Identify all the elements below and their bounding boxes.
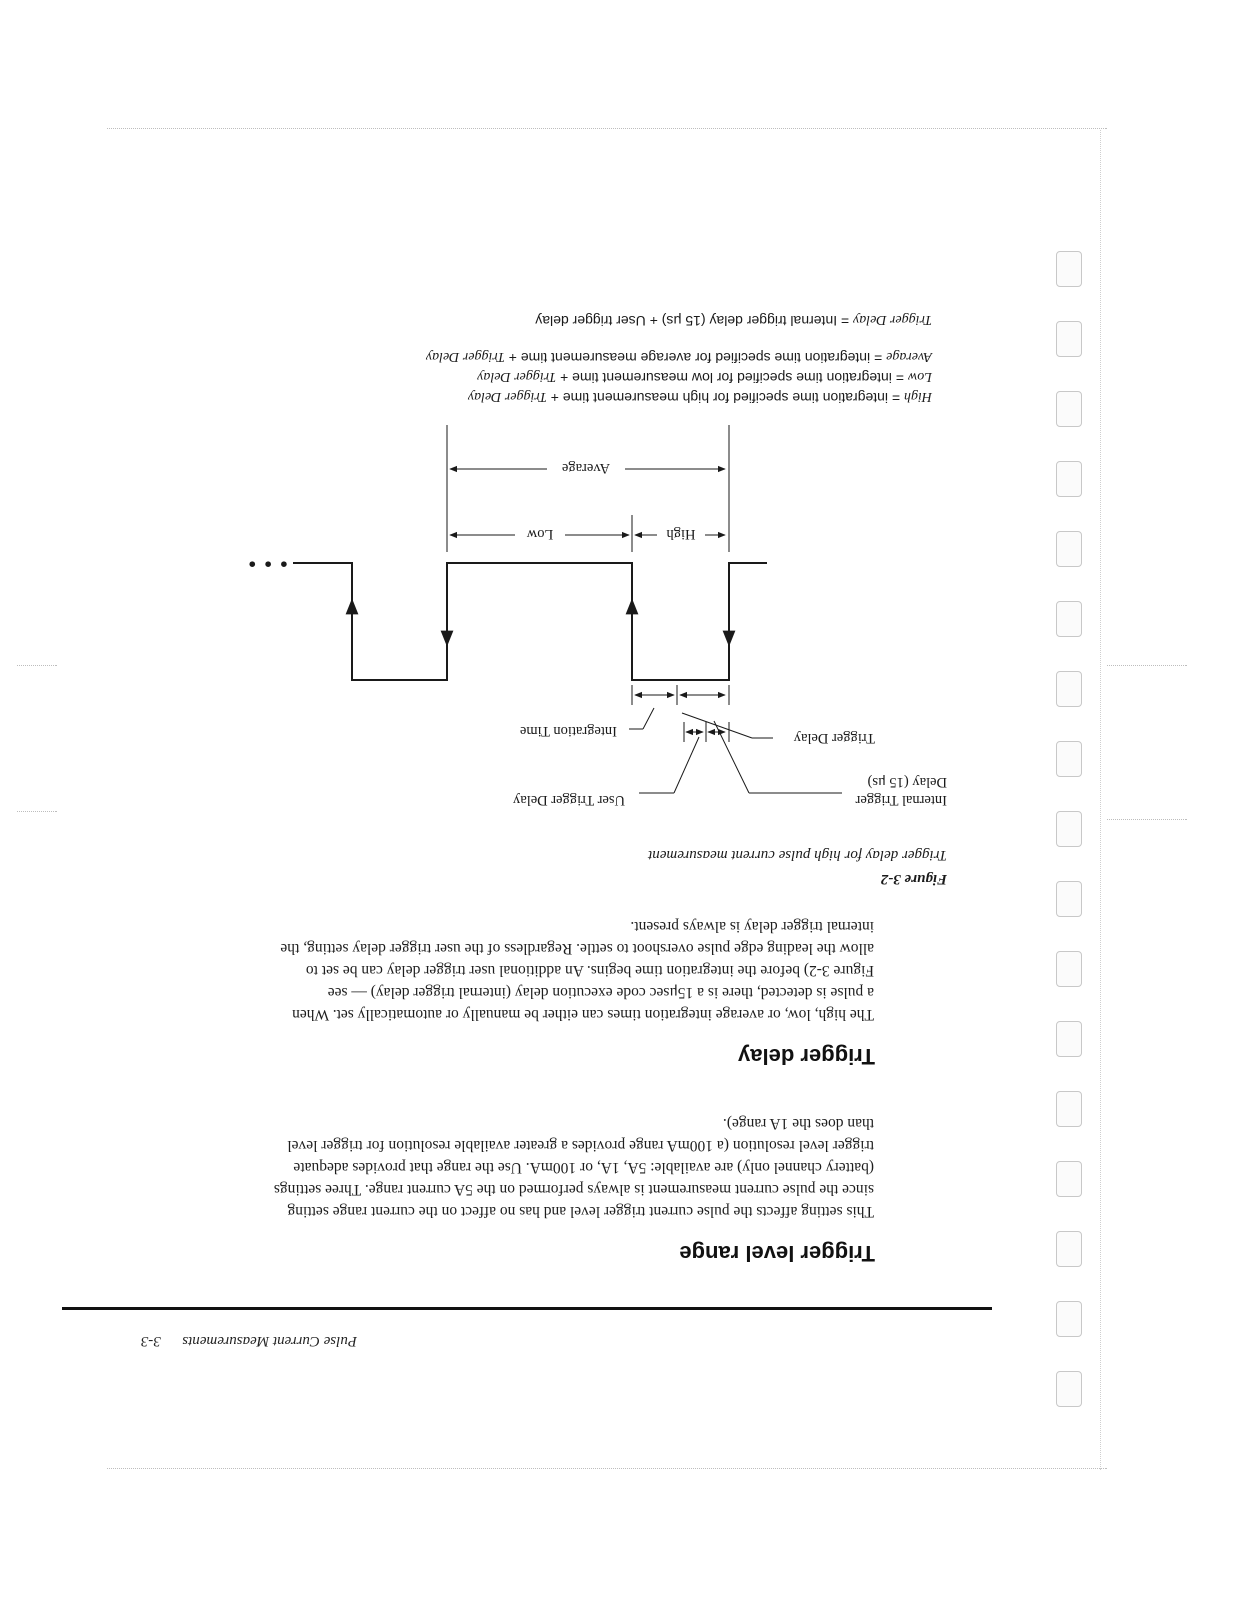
text-line: allow the leading edge pulse overshoot to settle. Regardless of the user trigger delay setting, the xyxy=(280,940,874,957)
heading-trigger-delay: Trigger delay xyxy=(738,1044,875,1069)
text-line: a pulse is detected, there is a 15μsec code execution delay (internal trigger delay) — see xyxy=(327,984,874,1001)
figure-label: Figure 3-2 xyxy=(880,871,947,887)
term-trigger-delay: Trigger Delay xyxy=(853,312,932,327)
term-high: High xyxy=(904,389,932,404)
heading-trigger-level-range: Trigger level range xyxy=(679,1241,875,1266)
text-line: trigger level resolution (a 100mA range provides a greater available resolution for trigger level xyxy=(287,1137,874,1154)
label-trigger-delay: Trigger Delay xyxy=(793,730,875,746)
term-low: Low xyxy=(907,369,932,384)
text-line: The high, low, or average integration times can either be manually or automatically set. When xyxy=(292,1006,874,1023)
header-section-title: Pulse Current Measurements xyxy=(182,1333,357,1349)
continuation-dots: • • • xyxy=(247,554,289,573)
leader-user-trigger xyxy=(674,737,699,793)
formula-average xyxy=(32,347,932,367)
formula-high xyxy=(32,387,932,407)
text-line: internal trigger delay is always present. xyxy=(630,918,874,935)
label-user-trigger-delay: User Trigger Delay xyxy=(513,792,625,808)
figure-caption: Trigger delay for high pulse current measurement xyxy=(648,847,947,863)
term-trigger-delay: Trigger Delay xyxy=(477,369,557,384)
leader-trigger-delay xyxy=(682,713,752,738)
pulse-waveform xyxy=(293,563,767,680)
formula-text: = Internal trigger delay (15 μs) + User trigger delay xyxy=(535,313,854,329)
label-high: High xyxy=(666,526,696,542)
leader-integration-time xyxy=(643,708,654,729)
text-line: since the pulse current measurement is always performed on the 5A current range. Three settings xyxy=(273,1181,874,1198)
label-average: Average xyxy=(561,460,611,476)
header-page-number: 3-3 xyxy=(140,1333,161,1349)
label-internal-trigger-delay: Delay (15 μs) xyxy=(867,774,947,790)
formula-text: = integration time specified for high measurement time + xyxy=(546,390,904,406)
term-average: Average xyxy=(886,349,932,364)
formula-block xyxy=(32,347,932,407)
formula-trigger-delay xyxy=(32,310,932,330)
text-line: (battery channel only) are available: 5A, 1A, or 100mA. Use the range that provides adequate xyxy=(293,1159,874,1176)
label-integration-time: Integration Time xyxy=(519,723,617,739)
label-internal-trigger: Internal Trigger xyxy=(855,792,947,808)
term-trigger-delay: Trigger Delay xyxy=(467,389,547,404)
formula-text: = integration time specified for low measurement time + xyxy=(556,370,908,386)
label-low: Low xyxy=(526,526,554,542)
text-line: than does the 1A range). xyxy=(722,1115,874,1132)
text-line: Figure 3-2) before the integration time begins. An additional user trigger delay can be set to xyxy=(305,962,874,979)
text-line: This setting affects the pulse current trigger level and has no affect on the current range setting xyxy=(287,1203,874,1220)
formula-text: = integration time specified for average measurement time + xyxy=(504,350,887,366)
term-trigger-delay: Trigger Delay xyxy=(425,349,505,364)
formula-low xyxy=(32,367,932,387)
